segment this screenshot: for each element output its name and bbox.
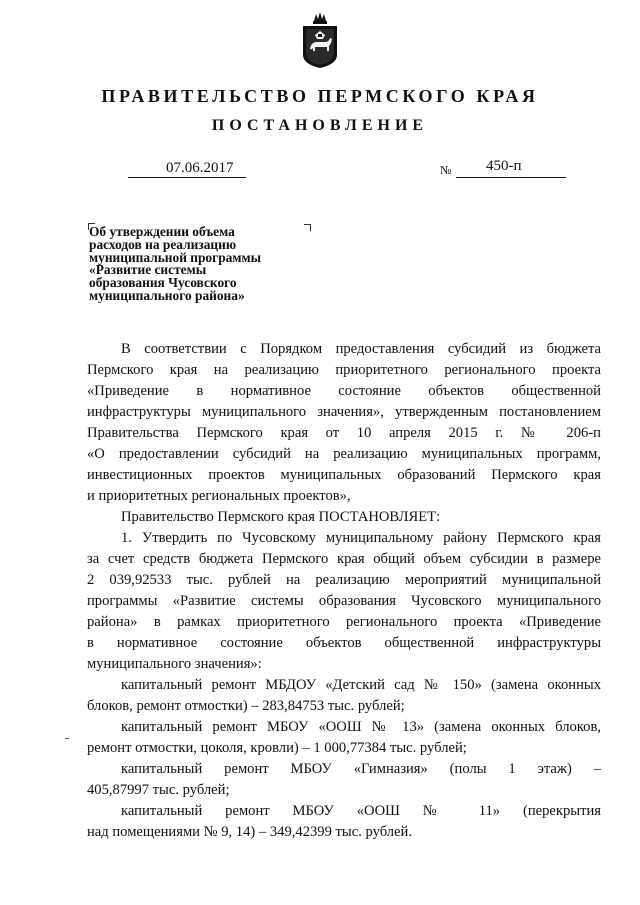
margin-mark: [65, 738, 69, 739]
body-line: «Приведение в нормативное состояние объектов общественной: [87, 383, 601, 399]
government-title: ПРАВИТЕЛЬСТВО ПЕРМСКОГО КРАЯ: [101, 86, 539, 106]
subject-line: муниципального района»: [89, 287, 245, 303]
document-subject: [89, 226, 329, 303]
body-line: 1. Утвердить по Чусовскому муниципальному району Пермского края: [121, 530, 601, 546]
document-type: ПОСТАНОВЛЕНИЕ: [211, 117, 429, 134]
body-line: блоков, ремонт отмостки) – 283,84753 тыс. рублей;: [87, 698, 405, 714]
number-sign: №: [440, 163, 452, 177]
body-line: Правительство Пермского края ПОСТАНОВЛЯЕТ:: [121, 509, 441, 525]
coat-of-arms-emblem: [301, 11, 339, 69]
body-line: 2 039,92533 тыс. рублей на реализацию мероприятий муниципальной: [87, 572, 601, 588]
subject-line: Об утверждении объема: [89, 224, 235, 239]
body-line: ремонт отмостки, цоколя, кровли) – 1 000,77384 тыс. рублей;: [87, 740, 467, 756]
body-line: Правительства Пермского края от 10 апреля 2015 г. № 206-п: [87, 425, 601, 441]
body-line: инвестиционных проектов муниципальных образований Пермского края: [87, 467, 601, 483]
body-line: капитальный ремонт МБДОУ «Детский сад № 150» (замена оконных: [121, 677, 601, 693]
subject-line: муниципальной программы: [89, 249, 262, 265]
body-line: капитальный ремонт МБОУ «ООШ № 13» (замена оконных блоков,: [121, 719, 601, 735]
body-line: В соответствии с Порядком предоставления субсидий из бюджета: [121, 341, 601, 357]
document-body: [87, 339, 601, 843]
body-line: за счет средств бюджета Пермского края общий объем субсидии в размере: [87, 551, 601, 567]
document-date: 07.06.2017: [166, 160, 234, 176]
body-line: над помещениями № 9, 14) – 349,42399 тыс. рублей.: [87, 824, 412, 840]
subject-line: образования Чусовского: [89, 275, 237, 291]
body-line: 405,87997 тыс. рублей;: [87, 782, 230, 798]
body-line: капитальный ремонт МБОУ «ООШ № 11» (перекрытия: [121, 803, 601, 819]
subject-line: «Развитие системы: [89, 262, 207, 278]
body-line: и приоритетных региональных проектов»,: [87, 488, 351, 504]
body-line: инфраструктуры муниципального значения», утвержденным постановлением: [87, 404, 601, 420]
body-line: в нормативное состояние объектов общественной инфраструктуры: [87, 635, 601, 651]
body-line: капитальный ремонт МБОУ «Гимназия» (полы 1 этаж) –: [121, 761, 601, 777]
body-line: Пермского края на реализацию приоритетного регионального проекта: [87, 362, 601, 378]
body-line: муниципального значения»:: [87, 656, 262, 672]
subject-line: расходов на реализацию: [89, 236, 237, 252]
body-line: «О предоставлении субсидий на реализацию муниципальных программ,: [87, 446, 601, 462]
document-number: 450-п: [486, 158, 522, 174]
body-line: района» в рамках приоритетного регионального проекта «Приведение: [87, 614, 601, 630]
body-line: программы «Развитие системы образования Чусовского муниципального: [87, 593, 601, 609]
